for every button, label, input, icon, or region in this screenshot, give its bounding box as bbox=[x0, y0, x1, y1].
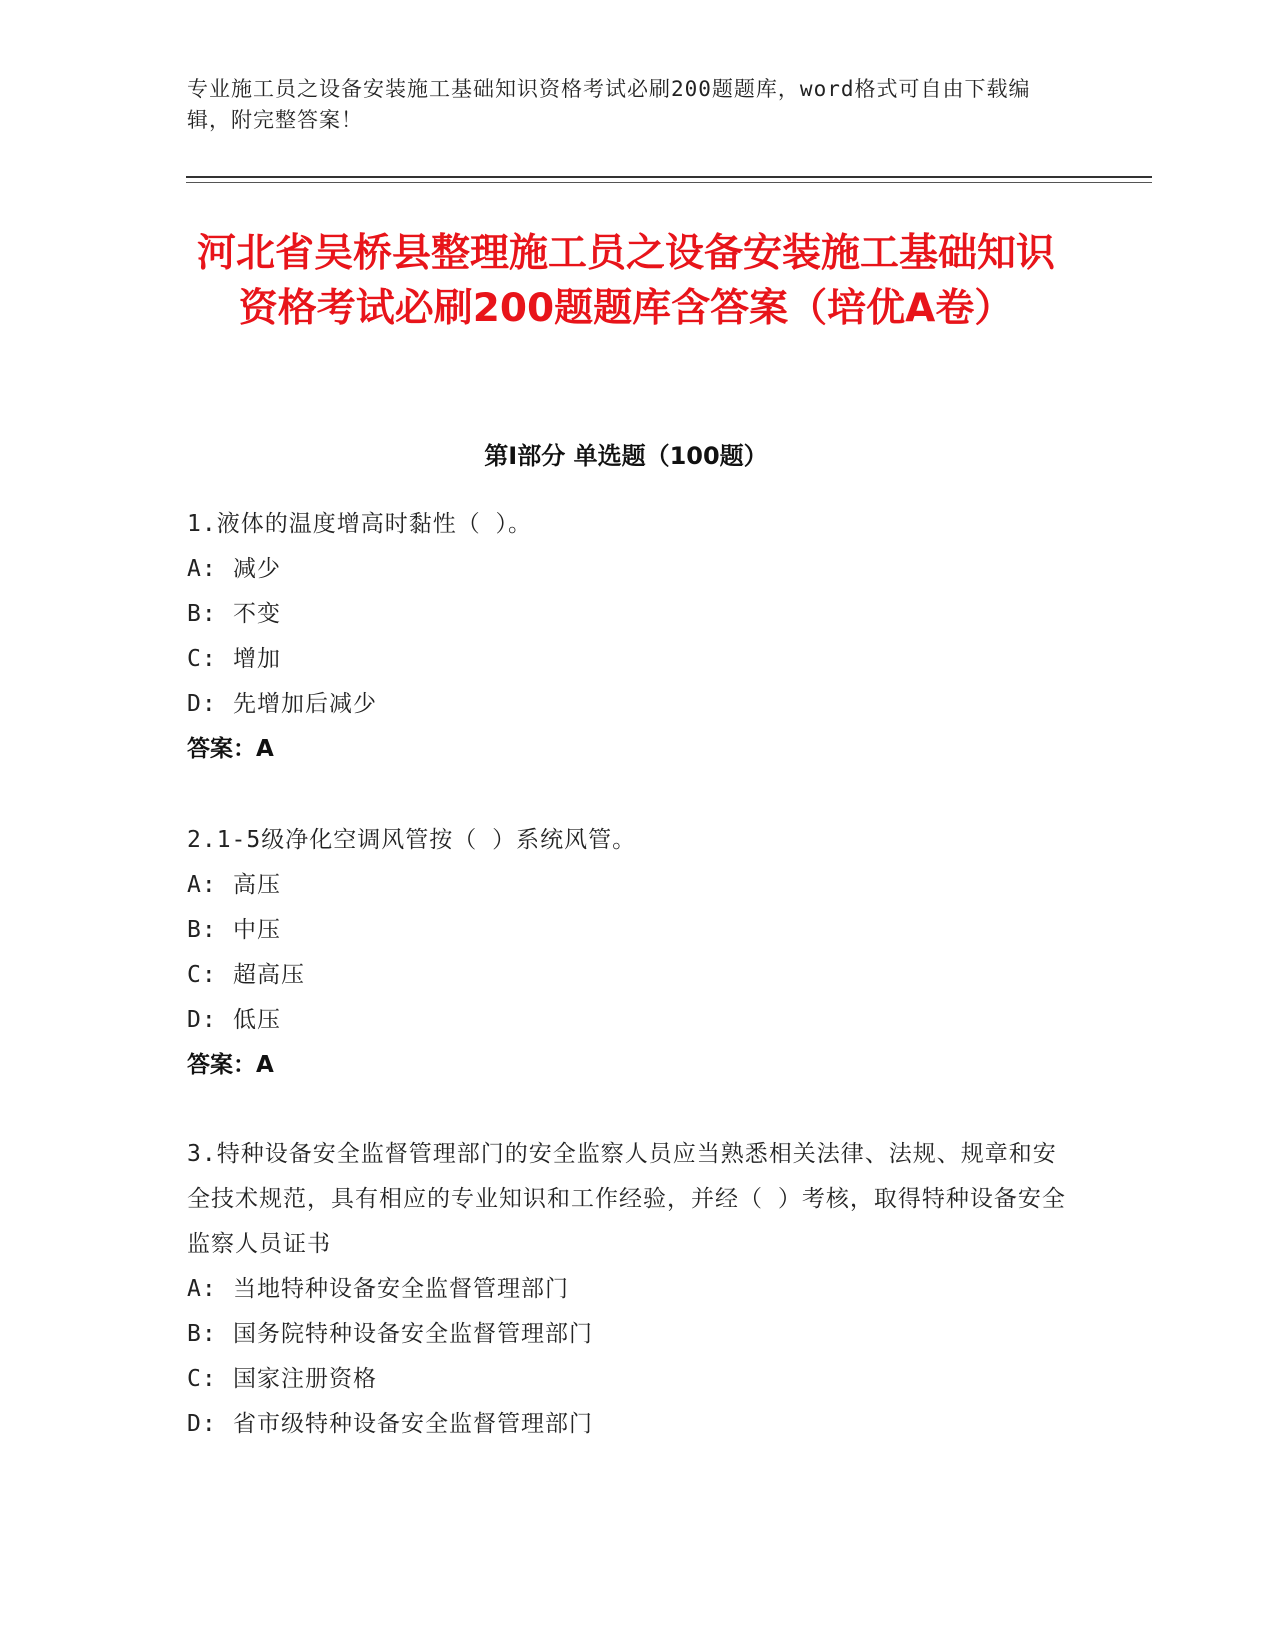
header-note: 专业施工员之设备安装施工基础知识资格考试必刷200题题库，word格式可自由下载编辑，附完整答案！ bbox=[187, 77, 1031, 132]
option-a bbox=[187, 547, 1067, 592]
option-text: 国家注册资格 bbox=[233, 1366, 377, 1392]
option-key: A: bbox=[187, 872, 217, 898]
header-divider-thin bbox=[186, 182, 1152, 183]
option-c bbox=[187, 953, 1067, 998]
option-text: 中压 bbox=[233, 917, 281, 943]
option-c bbox=[187, 1357, 1067, 1402]
option-a bbox=[187, 1267, 1067, 1312]
option-text: 当地特种设备安全监督管理部门 bbox=[233, 1276, 569, 1302]
option-a bbox=[187, 863, 1067, 908]
option-text: 省市级特种设备安全监督管理部门 bbox=[233, 1411, 593, 1437]
option-d bbox=[187, 998, 1067, 1043]
option-text: 先增加后减少 bbox=[233, 691, 377, 717]
option-text: 高压 bbox=[233, 872, 281, 898]
option-key: D: bbox=[187, 691, 217, 717]
header-divider-thick bbox=[186, 176, 1152, 178]
question-1 bbox=[187, 502, 1067, 772]
option-key: C: bbox=[187, 1366, 217, 1392]
section-heading: 第I部分 单选题（100题） bbox=[484, 442, 768, 470]
question-3 bbox=[187, 1132, 1067, 1447]
option-key: B: bbox=[187, 601, 217, 627]
option-text: 国务院特种设备安全监督管理部门 bbox=[233, 1321, 593, 1347]
option-key: D: bbox=[187, 1007, 217, 1033]
option-key: A: bbox=[187, 1276, 217, 1302]
option-key: B: bbox=[187, 917, 217, 943]
option-key: A: bbox=[187, 556, 217, 582]
option-c bbox=[187, 637, 1067, 682]
answer-line: 答案：A bbox=[187, 1052, 274, 1078]
question-stem: 1.液体的温度增高时黏性（ ）。 bbox=[187, 511, 533, 537]
option-key: B: bbox=[187, 1321, 217, 1347]
option-d bbox=[187, 682, 1067, 727]
question-stem: 2.1-5级净化空调风管按（ ）系统风管。 bbox=[187, 827, 637, 853]
option-key: D: bbox=[187, 1411, 217, 1437]
option-b bbox=[187, 908, 1067, 953]
option-b bbox=[187, 592, 1067, 637]
option-text: 增加 bbox=[233, 646, 281, 672]
option-text: 不变 bbox=[233, 601, 281, 627]
answer-line: 答案：A bbox=[187, 736, 274, 762]
document-title: 河北省吴桥县整理施工员之设备安装施工基础知识资格考试必刷200题题库含答案（培优A卷） bbox=[196, 231, 1055, 331]
option-text: 低压 bbox=[233, 1007, 281, 1033]
option-d bbox=[187, 1402, 1067, 1447]
option-text: 超高压 bbox=[233, 962, 305, 988]
option-key: C: bbox=[187, 646, 217, 672]
option-b bbox=[187, 1312, 1067, 1357]
option-key: C: bbox=[187, 962, 217, 988]
question-2 bbox=[187, 818, 1067, 1088]
question-stem: 3.特种设备安全监督管理部门的安全监察人员应当熟悉相关法律、法规、规章和安全技术规范，具有相应的专业知识和工作经验，并经（ ）考核，取得特种设备安全监察人员证书 bbox=[187, 1141, 1066, 1257]
option-text: 减少 bbox=[233, 556, 281, 582]
